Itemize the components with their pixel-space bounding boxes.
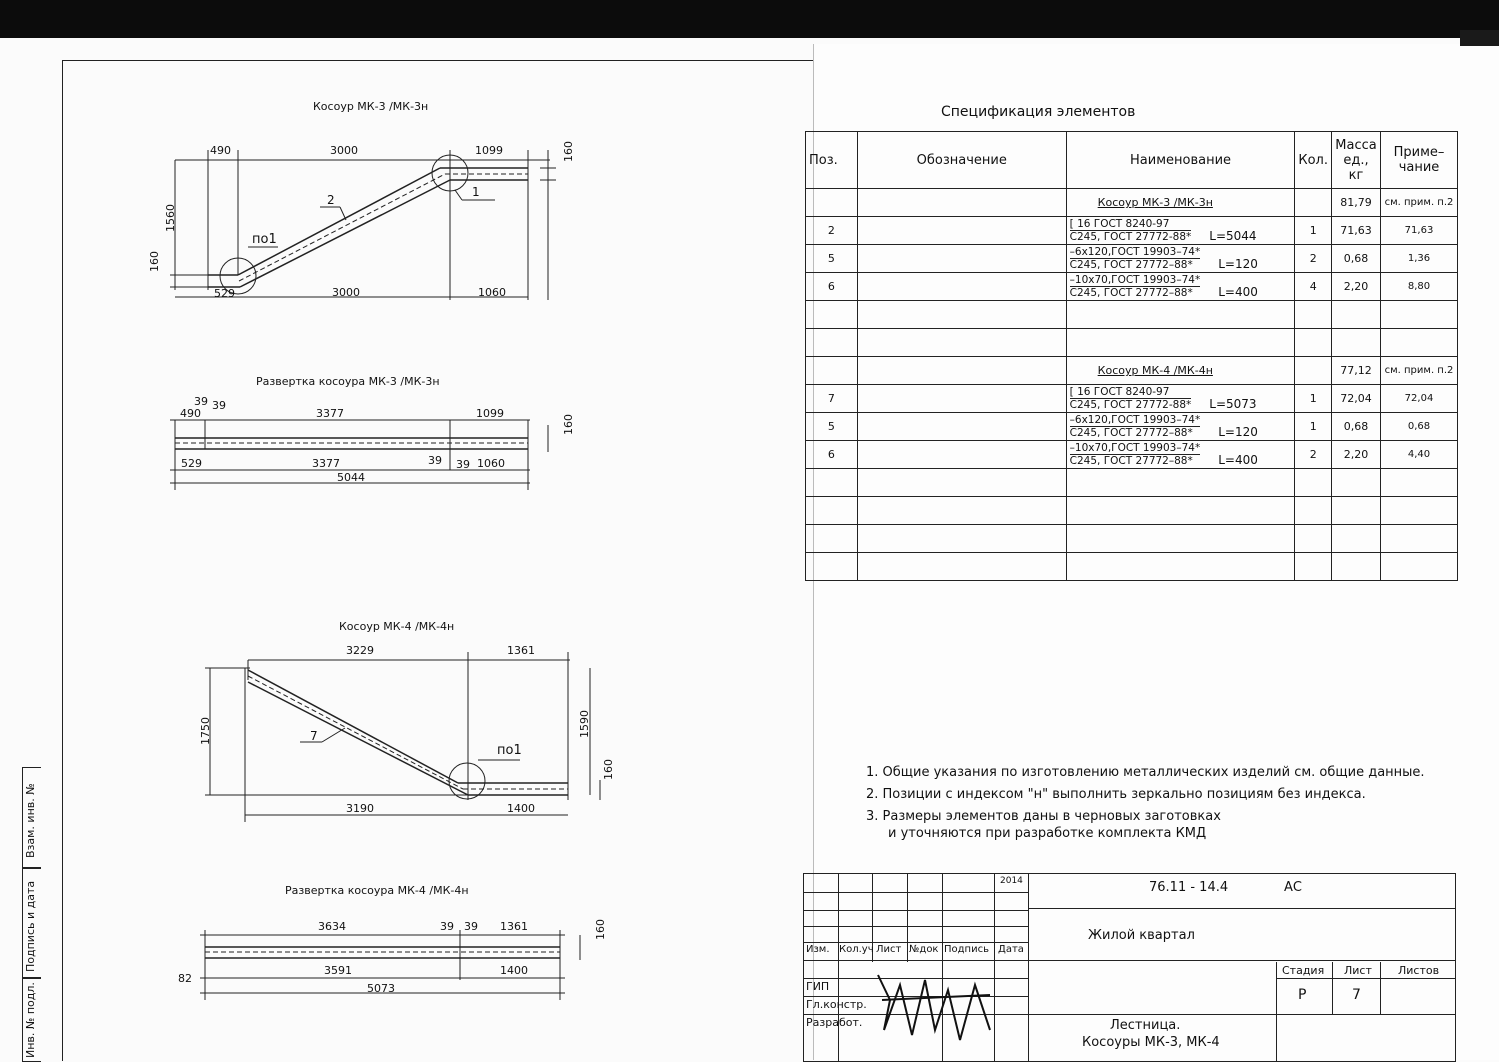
table-row: [806, 273, 1458, 301]
item-name: $\frac{\text{[ 16 ГОСТ 8240-97}}{\text{С245, ГОСТ 27772-88*}}$: [1069, 386, 1192, 411]
cell-note: 8,80: [1380, 273, 1457, 301]
cell-note: см. прим. п.2: [1380, 357, 1457, 385]
role-gip: ГИП: [806, 980, 830, 993]
cell-pos: 7: [806, 385, 858, 413]
col-podpis: Подпись: [944, 944, 989, 955]
spec-title: Спецификация элементов: [941, 104, 1136, 120]
stage-value: Р: [1298, 987, 1307, 1003]
note-3: 3. Размеры элементов даны в черновых заготовках: [866, 809, 1221, 824]
cell-mass: 71,63: [1332, 217, 1381, 245]
dim-label: 529: [214, 287, 235, 300]
item-name: Косоур МК-3 /МК-3н: [1097, 196, 1213, 209]
dim-label: 490: [180, 407, 201, 420]
sidebar-sign-date: Подпись и дата: [24, 880, 37, 972]
mk3-title: Косоур МК-3 /МК-3н: [313, 100, 429, 113]
table-row: [806, 497, 1458, 525]
sidebar-inv-podl: Инв. № подл.: [24, 982, 37, 1058]
cell-qty: [1295, 357, 1332, 385]
position-label: 7: [310, 729, 318, 743]
stamp-section: АС: [1284, 880, 1302, 895]
stamp-project: Жилой квартал: [1088, 928, 1195, 943]
cell-name: [1066, 217, 1295, 245]
table-row: [806, 413, 1458, 441]
item-name: $\frac{\text{–6x120,ГОСТ 19903–74*}}{\text{С245, ГОСТ 27772–88*}}$: [1069, 414, 1201, 439]
cell-pos: 2: [806, 217, 858, 245]
table-row: [806, 553, 1458, 581]
dim-label: 160: [148, 251, 161, 272]
dim-label: 3377: [316, 407, 344, 420]
position-label: 2: [327, 193, 335, 207]
note-2: 2. Позиции с индексом "н" выполнить зеркально позициям без индекса.: [866, 787, 1366, 802]
cell-pos: [806, 357, 858, 385]
table-row: [806, 329, 1458, 357]
sheet-label: Лист: [1344, 964, 1372, 977]
general-notes: [866, 762, 1425, 840]
header-pos: Поз.: [806, 132, 858, 189]
item-name: Косоур МК-4 /МК-4н: [1097, 364, 1213, 377]
table-row: [806, 189, 1458, 217]
sheet-value: 7: [1352, 987, 1361, 1003]
dim-label: 1560: [164, 204, 177, 232]
cell-designation: [857, 217, 1066, 245]
cell-qty: [1295, 189, 1332, 217]
cell-pos: 6: [806, 273, 858, 301]
cell-note: 0,68: [1380, 413, 1457, 441]
item-length: L=5073: [1209, 397, 1257, 411]
cell-name: [1066, 441, 1295, 469]
dim-label: 1361: [507, 644, 535, 657]
table-row: [806, 217, 1458, 245]
note-3-cont: и уточняются при разработке комплекта КМД: [888, 826, 1207, 841]
stage-label: Стадия: [1282, 964, 1325, 977]
table-row: [806, 469, 1458, 497]
dim-label: 160: [594, 919, 607, 940]
header-designation: Обозначение: [857, 132, 1066, 189]
dim-label: 1099: [476, 407, 504, 420]
stamp-year: 2014: [1000, 876, 1023, 886]
sidebar-inv-zam: Взам. инв. №: [24, 783, 37, 858]
dim-label: 3591: [324, 964, 352, 977]
cell-note: см. прим. п.2: [1380, 189, 1457, 217]
cell-pos: 5: [806, 413, 858, 441]
item-length: L=400: [1218, 453, 1258, 467]
dim-label: 82: [178, 972, 192, 985]
table-row: [806, 441, 1458, 469]
header-name: Наименование: [1066, 132, 1295, 189]
cell-name: [1066, 301, 1295, 329]
dim-label: 39: [212, 399, 226, 412]
col-data: Дата: [998, 944, 1024, 955]
dim-label: 160: [562, 414, 575, 435]
dim-label: 39: [440, 920, 454, 933]
dim-label: 160: [562, 141, 575, 162]
mk4-dev-title: Развертка косоура МК-4 /МК-4н: [285, 884, 469, 897]
dim-label: 1361: [500, 920, 528, 933]
dim-label: 1099: [475, 144, 503, 157]
item-length: L=120: [1218, 425, 1258, 439]
dim-label: 1400: [500, 964, 528, 977]
cell-note: 71,63: [1380, 217, 1457, 245]
cell-qty: 4: [1295, 273, 1332, 301]
table-row: [806, 245, 1458, 273]
cell-note: [1380, 301, 1457, 329]
dim-label: 529: [181, 457, 202, 470]
dim-label: 1750: [199, 717, 212, 745]
cell-designation: [857, 273, 1066, 301]
cell-qty: 1: [1295, 413, 1332, 441]
dim-label: 490: [210, 144, 231, 157]
cell-mass: 81,79: [1332, 189, 1381, 217]
node-label: по1: [252, 232, 277, 247]
drawing-title-1: Лестница.: [1110, 1018, 1181, 1033]
cell-note: 1,36: [1380, 245, 1457, 273]
col-list: Лист: [876, 944, 902, 955]
cell-name: [1066, 385, 1295, 413]
dim-label: 3377: [312, 457, 340, 470]
dim-label: 39: [456, 458, 470, 471]
cell-mass: 0,68: [1332, 245, 1381, 273]
cell-note: 72,04: [1380, 385, 1457, 413]
cell-pos: 5: [806, 245, 858, 273]
cell-name: [1066, 245, 1295, 273]
dim-label: 3000: [330, 144, 358, 157]
spec-table: [805, 131, 1458, 581]
sheets-label: Листов: [1398, 964, 1440, 977]
dim-label: 3634: [318, 920, 346, 933]
cell-designation: [857, 385, 1066, 413]
col-izm: Изм.: [806, 944, 830, 955]
title-block: [803, 873, 1456, 1062]
cell-mass: [1332, 301, 1381, 329]
cell-qty: 1: [1295, 217, 1332, 245]
dim-label: 3000: [332, 286, 360, 299]
cell-designation: [857, 301, 1066, 329]
dim-label: 1590: [578, 710, 591, 738]
cell-pos: 6: [806, 441, 858, 469]
cell-name: [1066, 189, 1295, 217]
dim-label: 1060: [477, 457, 505, 470]
table-row: [806, 385, 1458, 413]
cell-mass: 2,20: [1332, 273, 1381, 301]
table-row: [806, 301, 1458, 329]
cell-name: [1066, 273, 1295, 301]
spec-header-row: [806, 132, 1458, 189]
cell-pos: [806, 189, 858, 217]
cell-qty: 2: [1295, 441, 1332, 469]
dim-label: 39: [428, 454, 442, 467]
col-ndok: №док: [909, 944, 939, 955]
cell-mass: 77,12: [1332, 357, 1381, 385]
item-length: L=120: [1218, 257, 1258, 271]
cell-mass: 72,04: [1332, 385, 1381, 413]
item-length: L=5044: [1209, 229, 1257, 243]
note-1: 1. Общие указания по изготовлению металлических изделий см. общие данные.: [866, 765, 1425, 780]
item-name: $\frac{\text{–10x70,ГОСТ 19903–74*}}{\text{С245, ГОСТ 27772–88*}}$: [1069, 274, 1201, 299]
item-name: $\frac{\text{[ 16 ГОСТ 8240-97}}{\text{С245, ГОСТ 27772-88*}}$: [1069, 218, 1192, 243]
cell-designation: [857, 245, 1066, 273]
dim-label: 3229: [346, 644, 374, 657]
dim-label: 39: [194, 395, 208, 408]
cell-designation: [857, 357, 1066, 385]
header-mass: Масса ед., кг: [1332, 132, 1381, 189]
dim-label: 3190: [346, 802, 374, 815]
dim-label: 1060: [478, 286, 506, 299]
node-label: по1: [497, 743, 522, 758]
cell-note: 4,40: [1380, 441, 1457, 469]
item-name: $\frac{\text{–10x70,ГОСТ 19903–74*}}{\text{С245, ГОСТ 27772–88*}}$: [1069, 442, 1201, 467]
cell-designation: [857, 189, 1066, 217]
cell-pos: [806, 301, 858, 329]
stamp-code: 76.11 - 14.4: [1149, 880, 1229, 895]
dim-label: 5044: [337, 471, 365, 484]
header-note: Приме– чание: [1380, 132, 1457, 189]
mk4-title: Косоур МК-4 /МК-4н: [339, 620, 455, 633]
role-razrab: Разработ.: [806, 1016, 863, 1029]
header-qty: Кол.: [1295, 132, 1332, 189]
cell-designation: [857, 441, 1066, 469]
dim-label: 39: [464, 920, 478, 933]
role-glkonstr: Гл.констр.: [806, 998, 867, 1011]
dim-label: 160: [602, 759, 615, 780]
cell-name: [1066, 413, 1295, 441]
dim-label: 5073: [367, 982, 395, 995]
cell-mass: 0,68: [1332, 413, 1381, 441]
table-row: [806, 357, 1458, 385]
item-length: L=400: [1218, 285, 1258, 299]
cell-qty: [1295, 301, 1332, 329]
mk3-dev-title: Развертка косоура МК-3 /МК-3н: [256, 375, 440, 388]
table-row: [806, 525, 1458, 553]
cell-qty: 2: [1295, 245, 1332, 273]
cell-designation: [857, 413, 1066, 441]
col-koluch: Кол.уч: [839, 944, 874, 955]
cell-qty: 1: [1295, 385, 1332, 413]
cell-name: [1066, 357, 1295, 385]
drawing-title-2: Косоуры МК-3, МК-4: [1082, 1035, 1220, 1050]
item-name: $\frac{\text{–6x120,ГОСТ 19903–74*}}{\text{С245, ГОСТ 27772–88*}}$: [1069, 246, 1201, 271]
cell-mass: 2,20: [1332, 441, 1381, 469]
position-label: 1: [472, 185, 480, 199]
dim-label: 1400: [507, 802, 535, 815]
